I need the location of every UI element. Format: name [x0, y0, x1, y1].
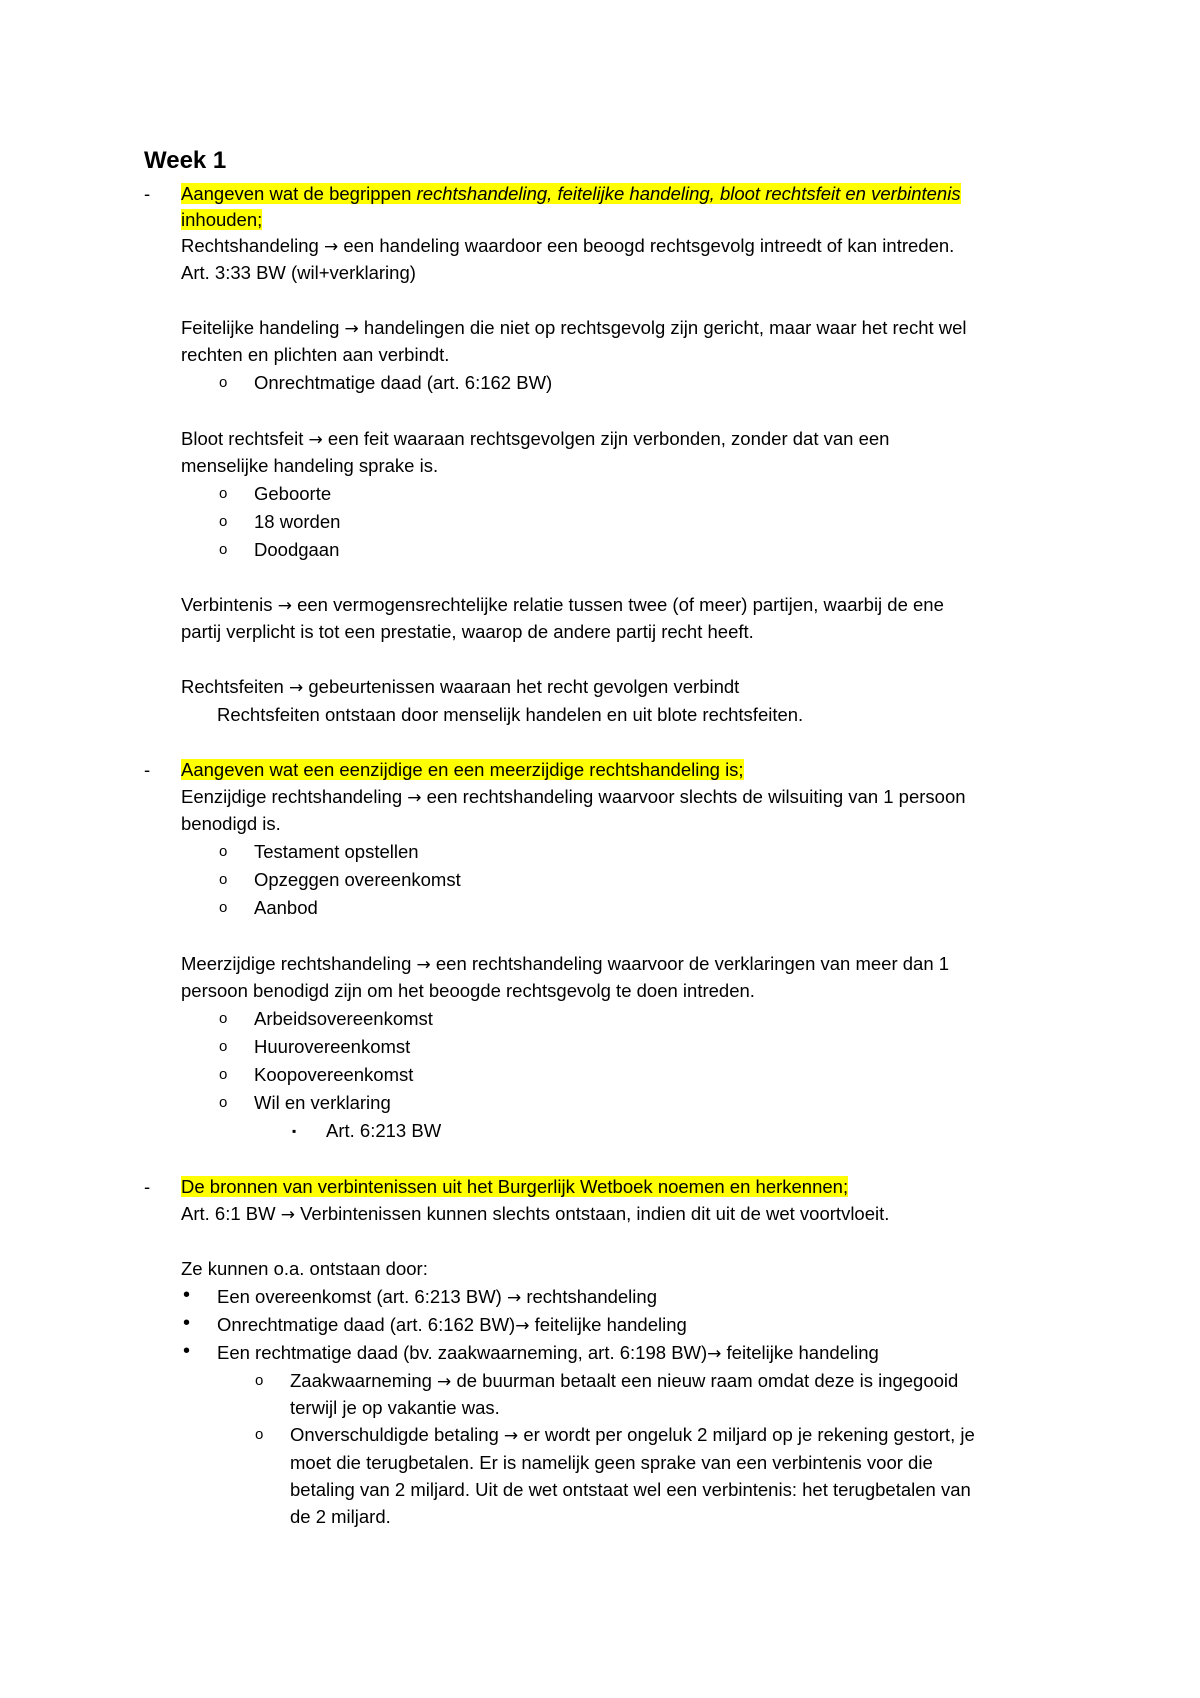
definition-continuation: partij verplicht is tot een prestatie, waarop de andere partij recht heeft.	[181, 621, 754, 642]
sources-intro: Ze kunnen o.a. ontstaan door:	[181, 1258, 428, 1279]
source-item: Een overeenkomst (art. 6:213 BW) → rechtshandeling	[217, 1286, 657, 1308]
page-title: Week 1	[144, 147, 227, 174]
definition-rechtshandeling: Rechtshandeling → een handeling waardoor een beoogd rechtsgevolg intreedt of kan intreden.	[181, 235, 955, 257]
arrow-icon: →	[707, 1344, 722, 1364]
circle-bullet: o	[219, 541, 228, 558]
dot-bullet: •	[183, 1284, 191, 1306]
definition-continuation: de 2 miljard.	[290, 1506, 391, 1527]
definition-continuation: benodigd is.	[181, 813, 281, 834]
circle-bullet: o	[255, 1426, 264, 1443]
arrow-icon: →	[416, 955, 431, 975]
arrow-icon: →	[503, 1426, 519, 1446]
circle-bullet: o	[219, 1094, 228, 1111]
definition-continuation: persoon benodigd zijn om het beoogde rechtsgevolg te doen intreden.	[181, 980, 755, 1001]
dot-bullet: •	[183, 1312, 191, 1334]
arrow-icon: →	[407, 788, 422, 808]
arrow-icon: →	[437, 1372, 452, 1392]
definition-verbintenis: Verbintenis → een vermogensrechtelijke relatie tussen twee (of meer) partijen, waarbij de ene	[181, 594, 944, 616]
circle-bullet: o	[219, 899, 228, 916]
dash-bullet: -	[144, 183, 151, 204]
circle-bullet: o	[219, 374, 228, 391]
definition-rechtsfeiten: Rechtsfeiten → gebeurtenissen waaraan het recht gevolgen verbindt	[181, 676, 740, 698]
goal-3: De bronnen van verbintenissen uit het Burgerlijk Wetboek noemen en herkennen;	[181, 1176, 849, 1197]
definition-continuation: moet die terugbetalen. Er is namelijk geen sprake van een verbintenis voor die	[290, 1452, 933, 1473]
list-item: Doodgaan	[254, 539, 340, 560]
list-item: Geboorte	[254, 483, 332, 504]
example-onverschuldigde-betaling: Onverschuldigde betaling → er wordt per ongeluk 2 miljard op je rekening gestort, je	[290, 1424, 975, 1446]
circle-bullet: o	[219, 513, 228, 530]
circle-bullet: o	[255, 1372, 264, 1389]
arrow-icon: →	[506, 1288, 522, 1308]
circle-bullet: o	[219, 485, 228, 502]
source-item: Een rechtmatige daad (bv. zaakwaarneming, art. 6:198 BW)→ feitelijke handeling	[217, 1342, 879, 1364]
circle-bullet: o	[219, 871, 228, 888]
definition-continuation: rechten en plichten aan verbindt.	[181, 344, 450, 365]
circle-bullet: o	[219, 843, 228, 860]
definition-continuation: terwijl je op vakantie was.	[290, 1397, 500, 1418]
rechtsfeiten-note: Rechtsfeiten ontstaan door menselijk handelen en uit blote rechtsfeiten.	[217, 704, 804, 725]
source-item: Onrechtmatige daad (art. 6:162 BW)→ feitelijke handeling	[217, 1314, 687, 1336]
list-item: Testament opstellen	[254, 841, 419, 862]
arrow-icon: →	[515, 1316, 530, 1336]
list-item: Wil en verklaring	[254, 1092, 391, 1113]
list-item: Aanbod	[254, 897, 318, 918]
dash-bullet: -	[144, 759, 151, 780]
definition-eenzijdige: Eenzijdige rechtshandeling → een rechtshandeling waarvoor slechts de wilsuiting van 1 persoon	[181, 786, 966, 808]
goal-1-line1	[181, 182, 961, 206]
circle-bullet: o	[219, 1010, 228, 1027]
list-item: Opzeggen overeenkomst	[254, 869, 461, 890]
arrow-icon: →	[277, 596, 292, 616]
definition-continuation: menselijke handeling sprake is.	[181, 455, 439, 476]
arrow-icon: →	[280, 1205, 295, 1225]
list-item: Onrechtmatige daad (art. 6:162 BW)	[254, 372, 553, 393]
definition-feitelijke-handeling: Feitelijke handeling → handelingen die niet op rechtsgevolg zijn gericht, maar waar het recht wel	[181, 317, 967, 339]
arrow-icon: →	[288, 678, 304, 698]
arrow-icon: →	[323, 237, 339, 257]
arrow-icon: →	[344, 319, 359, 339]
square-bullet: ▪	[292, 1124, 297, 1138]
goal-2: Aangeven wat een eenzijdige en een meerzijdige rechtshandeling is;	[181, 759, 744, 780]
dash-bullet: -	[144, 1176, 151, 1197]
definition-continuation: betaling van 2 miljard. Uit de wet ontstaat wel een verbintenis: het terugbetalen van	[290, 1479, 971, 1500]
article-reference: Art. 3:33 BW (wil+verklaring)	[181, 262, 416, 283]
dot-bullet: •	[183, 1340, 191, 1362]
sub-list-item: Art. 6:213 BW	[326, 1120, 442, 1141]
example-zaakwaarneming: Zaakwaarneming → de buurman betaalt een nieuw raam omdat deze is ingegooid	[290, 1370, 959, 1392]
goal-1-line2: inhouden;	[181, 209, 263, 230]
arrow-icon: →	[308, 430, 323, 450]
circle-bullet: o	[219, 1066, 228, 1083]
goal-1-terms: rechtshandeling, feitelijke handeling, bloot rechtsfeit en verbintenis	[416, 183, 961, 204]
definition-bloot-rechtsfeit: Bloot rechtsfeit → een feit waaraan rechtsgevolgen zijn verbonden, zonder dat van een	[181, 428, 890, 450]
list-item: 18 worden	[254, 511, 341, 532]
definition-meerzijdige: Meerzijdige rechtshandeling → een rechtshandeling waarvoor de verklaringen van meer dan 1	[181, 953, 950, 975]
list-item: Huurovereenkomst	[254, 1036, 411, 1057]
list-item: Koopovereenkomst	[254, 1064, 414, 1085]
list-item: Arbeidsovereenkomst	[254, 1008, 433, 1029]
circle-bullet: o	[219, 1038, 228, 1055]
goal-1-prefix: Aangeven wat de begrippen	[181, 183, 417, 204]
article-6-1: Art. 6:1 BW → Verbintenissen kunnen slechts ontstaan, indien dit uit de wet voortvloeit.	[181, 1203, 890, 1225]
